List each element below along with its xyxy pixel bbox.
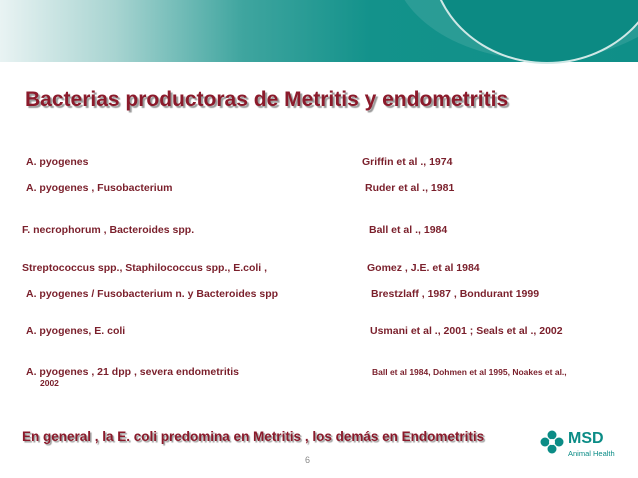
msd-logo-icon (540, 430, 564, 454)
reference-3: Ball et al ., 1984 (369, 224, 448, 236)
reference-7: Ball et al 1984, Dohmen et al 1995, Noakes et al., (372, 367, 567, 377)
bacteria-6: A. pyogenes, E. coli (26, 325, 126, 337)
bacteria-4: Streptococcus spp., Staphilococcus spp., E.coli , (22, 262, 268, 274)
bacteria-2: A. pyogenes , Fusobacterium (26, 182, 173, 194)
bacteria-1: A. pyogenes (26, 156, 89, 168)
logo-subtitle: Animal Health (568, 449, 615, 458)
bacteria-3: F. necrophorum , Bacteroides spp. (22, 224, 195, 236)
logo-word: MSD (568, 430, 604, 447)
reference-6: Usmani et al ., 2001 ; Seals et al ., 2002 (370, 325, 563, 337)
bacteria-7: A. pyogenes , 21 dpp , severa endometritis (26, 366, 239, 378)
msd-logo (540, 430, 630, 460)
reference-1: Griffin et al ., 1974 (362, 156, 453, 168)
reference-5: Brestzlaff , 1987 , Bondurant 1999 (371, 288, 540, 300)
reference-4: Gomez , J.E. et al 1984 (367, 262, 480, 274)
bacteria-5: A. pyogenes / Fusobacterium n. y Bacteroides spp (26, 288, 279, 300)
reference-2: Ruder et al ., 1981 (365, 182, 455, 194)
page-number: 6 (305, 455, 311, 465)
conclusion-text: En general , la E. coli predomina en Metritis , los demás en Endometritis (22, 429, 485, 444)
bacteria-7-cont: 2002 (40, 378, 59, 388)
slide-title: Bacterias productoras de Metritis y endometritis (25, 88, 509, 111)
